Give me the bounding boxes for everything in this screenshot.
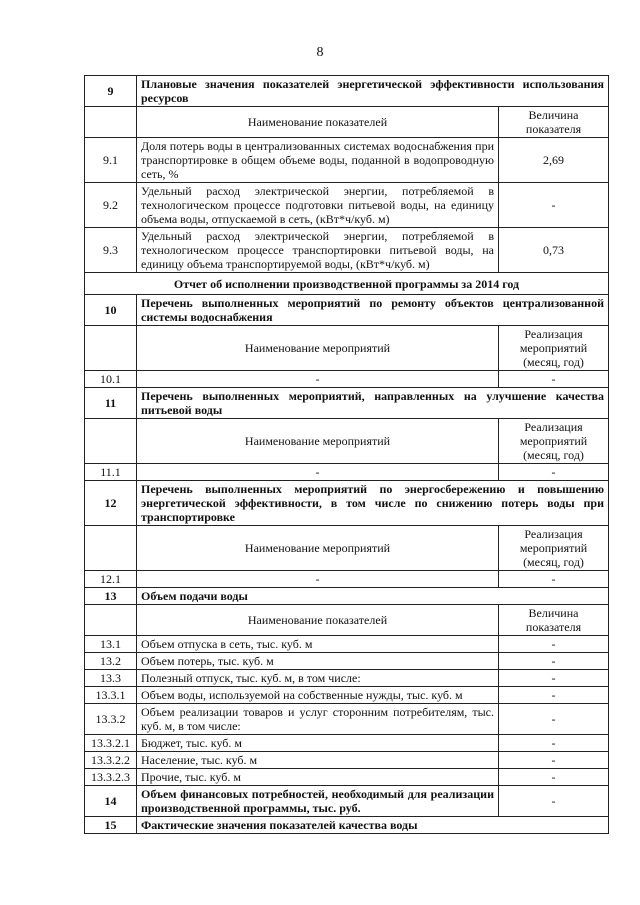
row-description: Прочие, тыс. куб. м bbox=[137, 769, 499, 786]
table-row bbox=[85, 481, 609, 526]
table-row bbox=[85, 588, 609, 605]
row-number: 11.1 bbox=[85, 464, 137, 481]
row-description: Доля потерь воды в централизованных системах водоснабжения при транспортировке в общем объеме воды, поданной в водопроводную сеть, % bbox=[137, 138, 499, 183]
table-row bbox=[85, 464, 609, 481]
row-description: Население, тыс. куб. м bbox=[137, 752, 499, 769]
row-description: Удельный расход электрической энергии, потребляемой в технологическом процессе транспортировки питьевой воды, на единицу объема транспортируемой воды, (кВт*ч/куб. м) bbox=[137, 228, 499, 273]
section-title: Объем подачи воды bbox=[137, 588, 609, 605]
row-number: 13.3 bbox=[85, 670, 137, 687]
column-header-name: Наименование мероприятий bbox=[137, 526, 499, 571]
header-blank-cell bbox=[85, 419, 137, 464]
table-row bbox=[85, 183, 609, 228]
row-value: 2,69 bbox=[499, 138, 609, 183]
row-value: - bbox=[499, 464, 609, 481]
row-number: 9.1 bbox=[85, 138, 137, 183]
row-number: 13.3.2.2 bbox=[85, 752, 137, 769]
column-header-value: Величина показателя bbox=[499, 605, 609, 636]
row-value: - bbox=[499, 704, 609, 735]
row-value: - bbox=[499, 183, 609, 228]
report-section-heading: Отчет об исполнении производственной программы за 2014 год bbox=[85, 273, 609, 295]
column-header-name: Наименование показателей bbox=[137, 107, 499, 138]
table-row bbox=[85, 636, 609, 653]
row-description: Полезный отпуск, тыс. куб. м, в том числе: bbox=[137, 670, 499, 687]
row-description: - bbox=[137, 571, 499, 588]
row-value: - bbox=[499, 752, 609, 769]
table-row bbox=[85, 371, 609, 388]
table-row bbox=[85, 419, 609, 464]
row-number: 10.1 bbox=[85, 371, 137, 388]
table-row bbox=[85, 388, 609, 419]
section-title: Перечень выполненных мероприятий по энергосбережению и повышению энергетической эффективности, в том числе по снижению потерь воды при транспортировке bbox=[137, 481, 609, 526]
column-header-name: Наименование мероприятий bbox=[137, 326, 499, 371]
table-row bbox=[85, 670, 609, 687]
column-header-value: Реализация мероприятий (месяц, год) bbox=[499, 326, 609, 371]
table-row bbox=[85, 228, 609, 273]
header-blank-cell bbox=[85, 526, 137, 571]
header-blank-cell bbox=[85, 605, 137, 636]
row-description: Объем потерь, тыс. куб. м bbox=[137, 653, 499, 670]
column-header-value: Реализация мероприятий (месяц, год) bbox=[499, 526, 609, 571]
column-header-value: Реализация мероприятий (месяц, год) bbox=[499, 419, 609, 464]
table-row bbox=[85, 817, 609, 834]
column-header-name: Наименование показателей bbox=[137, 605, 499, 636]
row-number: 11 bbox=[85, 388, 137, 419]
table-row bbox=[85, 653, 609, 670]
row-number: 12.1 bbox=[85, 571, 137, 588]
table-row bbox=[85, 571, 609, 588]
section-title: Объем финансовых потребностей, необходимый для реализации производственной программы, тыс. руб. bbox=[137, 786, 499, 817]
row-description: Бюджет, тыс. куб. м bbox=[137, 735, 499, 752]
row-value: - bbox=[499, 571, 609, 588]
row-number: 13.2 bbox=[85, 653, 137, 670]
row-number: 13.3.2.3 bbox=[85, 769, 137, 786]
row-description: Удельный расход электрической энергии, потребляемой в технологическом процессе подготовки питьевой воды, на единицу объема воды, отпускаемой в сеть, (кВт*ч/куб. м) bbox=[137, 183, 499, 228]
row-number: 13.1 bbox=[85, 636, 137, 653]
row-value: - bbox=[499, 687, 609, 704]
table-row bbox=[85, 273, 609, 295]
row-number: 13.3.2.1 bbox=[85, 735, 137, 752]
row-value: - bbox=[499, 735, 609, 752]
table-row bbox=[85, 76, 609, 107]
header-blank-cell bbox=[85, 326, 137, 371]
column-header-name: Наименование мероприятий bbox=[137, 419, 499, 464]
section-title: Фактические значения показателей качества воды bbox=[137, 817, 609, 834]
table-row bbox=[85, 786, 609, 817]
table-row bbox=[85, 752, 609, 769]
row-number: 15 bbox=[85, 817, 137, 834]
row-description: - bbox=[137, 371, 499, 388]
table-row bbox=[85, 526, 609, 571]
header-blank-cell bbox=[85, 107, 137, 138]
section-title: Перечень выполненных мероприятий, направленных на улучшение качества питьевой воды bbox=[137, 388, 609, 419]
row-number: 13.3.2 bbox=[85, 704, 137, 735]
row-number: 14 bbox=[85, 786, 137, 817]
section-title: Плановые значения показателей энергетической эффективности использования ресурсов bbox=[137, 76, 609, 107]
page-number: 8 bbox=[316, 45, 324, 60]
row-number: 12 bbox=[85, 481, 137, 526]
row-description: Объем воды, используемой на собственные нужды, тыс. куб. м bbox=[137, 687, 499, 704]
row-value: - bbox=[499, 670, 609, 687]
row-value: - bbox=[499, 371, 609, 388]
row-number: 10 bbox=[85, 295, 137, 326]
row-description: - bbox=[137, 464, 499, 481]
table-row bbox=[85, 605, 609, 636]
row-number: 13.3.1 bbox=[85, 687, 137, 704]
row-value: - bbox=[499, 769, 609, 786]
row-number: 9.2 bbox=[85, 183, 137, 228]
table-row bbox=[85, 107, 609, 138]
row-value: 0,73 bbox=[499, 228, 609, 273]
row-number: 9.3 bbox=[85, 228, 137, 273]
section-title: Перечень выполненных мероприятий по ремонту объектов централизованной системы водоснабжения bbox=[137, 295, 609, 326]
table-row bbox=[85, 295, 609, 326]
row-value: - bbox=[499, 636, 609, 653]
row-number: 9 bbox=[85, 76, 137, 107]
row-description: Объем отпуска в сеть, тыс. куб. м bbox=[137, 636, 499, 653]
table-row bbox=[85, 687, 609, 704]
column-header-value: Величина показателя bbox=[499, 107, 609, 138]
table-row bbox=[85, 138, 609, 183]
row-value: - bbox=[499, 786, 609, 817]
table-row bbox=[85, 704, 609, 735]
row-description: Объем реализации товаров и услуг сторонним потребителям, тыс. куб. м, в том числе: bbox=[137, 704, 499, 735]
table-row bbox=[85, 735, 609, 752]
row-value: - bbox=[499, 653, 609, 670]
report-table bbox=[84, 75, 609, 834]
table-row bbox=[85, 769, 609, 786]
table-row bbox=[85, 326, 609, 371]
row-number: 13 bbox=[85, 588, 137, 605]
